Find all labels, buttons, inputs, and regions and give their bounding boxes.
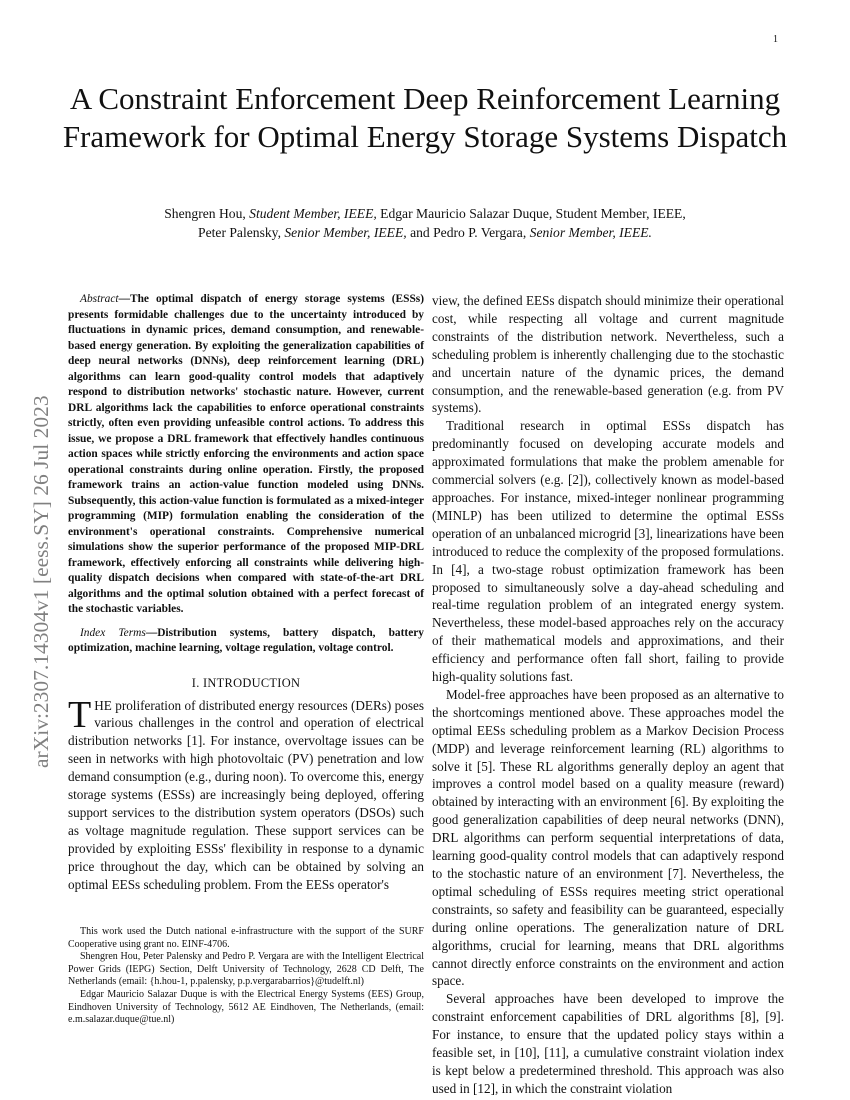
footnotes — [68, 926, 424, 1027]
intro-paragraph-1-text: proliferation of distributed energy resources (DERs) poses various challenges in the control and operation of electrical distribution networks [1]. For instance, overvoltage issues can be seen in networks with high photovoltaic (PV) penetration and low demand consumption (e.g., during noon). To overcome this, energy storage systems (ESSs) are increasingly being deployed, offering support services to the distribution system operators (DSOs) such as voltage magnitude regulation. These support services can be provided by exploiting ESSs' flexibility in response to a dynamic price throughout the day, which can be obtained by solving an optimal EESs scheduling problem. From the EESs operator's — [68, 697, 424, 892]
intro-paragraph-2: Traditional research in optimal ESSs dispatch has predominantly focused on developing accurate models and approximated formulations that make the problem amenable for commercial solvers (e.g. [2]), collectively known as model-based approaches. For instance, mixed-integer nonlinear programming (MINLP) has been utilized to determine the optimal ESSs operation of an unbalanced microgrid [3], linearizations have been introduced to reduce the complexity of the proposed formulations. In [4], a two-stage robust optimization framework has been proposed to simultaneously solve a day-ahead scheduling and real-time regulation problem of an integrated energy system. Nevertheless, these model-based approaches rely on the accuracy of their mathematical models and approximations, and their efficiency and performance often fall short, failing to provide high-quality solutions fast. — [432, 418, 784, 685]
intro-paragraph-4: Several approaches have been developed to improve the constraint enforcement capabilities of DRL algorithms [8], [9]. For instance, to ensure that the updated policy stays within a feasible set, in [10], [11], a cumulative constraint violation index is kept below a predetermined threshold. This approach was also used in [12], in which the constraint violation — [432, 991, 784, 1096]
author-3-role: Senior Member, IEEE, — [284, 225, 407, 240]
author-list — [60, 204, 790, 242]
intro-paragraph-1-continued: view, the defined EESs dispatch should minimize their operational cost, while respecting all voltage and current magnitude constraints of the distribution network. Nevertheless, such a scheduling problem is inherently challenging due to the stochastic and uncertain nature of the dynamic prices, the demand consumption, and the renewable-based generation (e.g. from PV systems). — [432, 293, 784, 416]
abstract-text: —The optimal dispatch of energy storage systems (ESSs) presents formidable challenges due to the uncertainty introduced by fluctuations in dynamic prices, demand consumption, and renewable-based energy generation. By exploiting the generalization capabilities of deep neural networks (DNNs), deep reinforcement learning (DRL) algorithms can learn good-quality control models that adaptively respond to distribution networks' stochastic nature. However, current DRL algorithms lack the capabilities to enforce operational constraints strictly, often even providing unfeasible control actions. To address this issue, we propose a DRL framework that effectively handles continuous action spaces while strictly enforcing the environments and action space operational constraints during online operation. Firstly, the proposed framework trains an action-value function modeled using DNNs. Subsequently, this action-value function is formulated as a mixed-integer programming (MIP) formulation enabling the consideration of the environment's operational constraints. Comprehensive numerical simulations show the superior performance of the proposed MIP-DRL framework, effectively enforcing all constraints while delivering high-quality dispatch decisions when compared with state-of-the-art DRL algorithms and the optimal solution obtained with a perfect forecast of the stochastic variables. — [68, 293, 424, 615]
footnote-affiliation-2: Edgar Mauricio Salazar Duque is with the Electrical Energy Systems (EES) Group, Eindhoven University of Technology, 5612 AE Eindhoven, The Netherlands, (email: e.m.salazar.duque@tue.nl) — [68, 988, 424, 1026]
page-number: 1 — [773, 34, 778, 45]
intro-paragraph-3: Model-free approaches have been proposed as an alternative to the shortcomings mentioned above. These approaches model the optimal EESs scheduling problem as a Markov Decision Process (MDP) and leverage reinforcement learning (RL) algorithms to solve it [5]. These RL algorithms generally deploy an agent that improves a control model based on a quality measure (reward) obtained by interacting with an environment [6]. By exploiting the good generalization capabilities of deep neural networks (DNN), DRL algorithms can perform sequential interpretations of data, learning good-quality control models that can adaptively respond to the stochastic nature of an environment [7]. Nevertheless, the optimal scheduling of ESSs requires meeting strict operational constraints, so safety and feasibility can be guaranteed, especially during online operations. The generalization nature of DRL algorithms, crucial for learning, means that DRL algorithms cannot directly enforce constraints on the environment and action space. — [432, 686, 784, 989]
author-4-role: Senior Member, IEEE. — [529, 225, 652, 240]
drop-cap: T — [68, 693, 92, 736]
section-heading-introduction: I. INTRODUCTION — [191, 675, 301, 690]
intro-lead-word: HE — [94, 697, 112, 713]
left-column — [68, 292, 424, 893]
abstract — [68, 292, 424, 618]
right-column — [432, 292, 784, 1098]
index-terms-text: —Distribution systems, battery dispatch, battery optimization, machine learning, voltage regulation, voltage control. — [68, 626, 424, 654]
author-1-role: Student Member, IEEE, — [249, 206, 377, 221]
abstract-label: Abstract — [80, 293, 119, 305]
author-4-name: and Pedro P. Vergara, — [406, 225, 530, 240]
arxiv-sidebar — [22, 268, 52, 768]
index-terms — [68, 626, 424, 657]
arxiv-identifier: arXiv:2307.14304v1 [eess.SY] 26 Jul 2023 — [29, 395, 53, 768]
author-2: Edgar Mauricio Salazar Duque, Student Member, IEEE, — [376, 206, 686, 221]
author-1-name: Shengren Hou, — [164, 206, 250, 221]
paper-title: A Constraint Enforcement Deep Reinforcement Learning Framework for Optimal Energy Storage Systems Dispatch — [62, 81, 788, 154]
index-terms-label: Index Terms — [80, 626, 146, 639]
footnote-affiliation-1: Shengren Hou, Peter Palensky and Pedro P. Vergara are with the Intelligent Electrical Power Grids (IEPG) Section, Delft University of Technology, 2628 CD Delft, The Netherlands (email: {h.hou-1, p.palensky, p.p.vergarabarrios}@tudelft.nl) — [68, 951, 424, 988]
author-3-name: Peter Palensky, — [198, 225, 285, 240]
footnote-funding: This work used the Dutch national e-infrastructure with the support of the SURF Cooperative using grant no. EINF-4706. — [68, 926, 424, 950]
intro-paragraph-1 — [68, 693, 424, 894]
